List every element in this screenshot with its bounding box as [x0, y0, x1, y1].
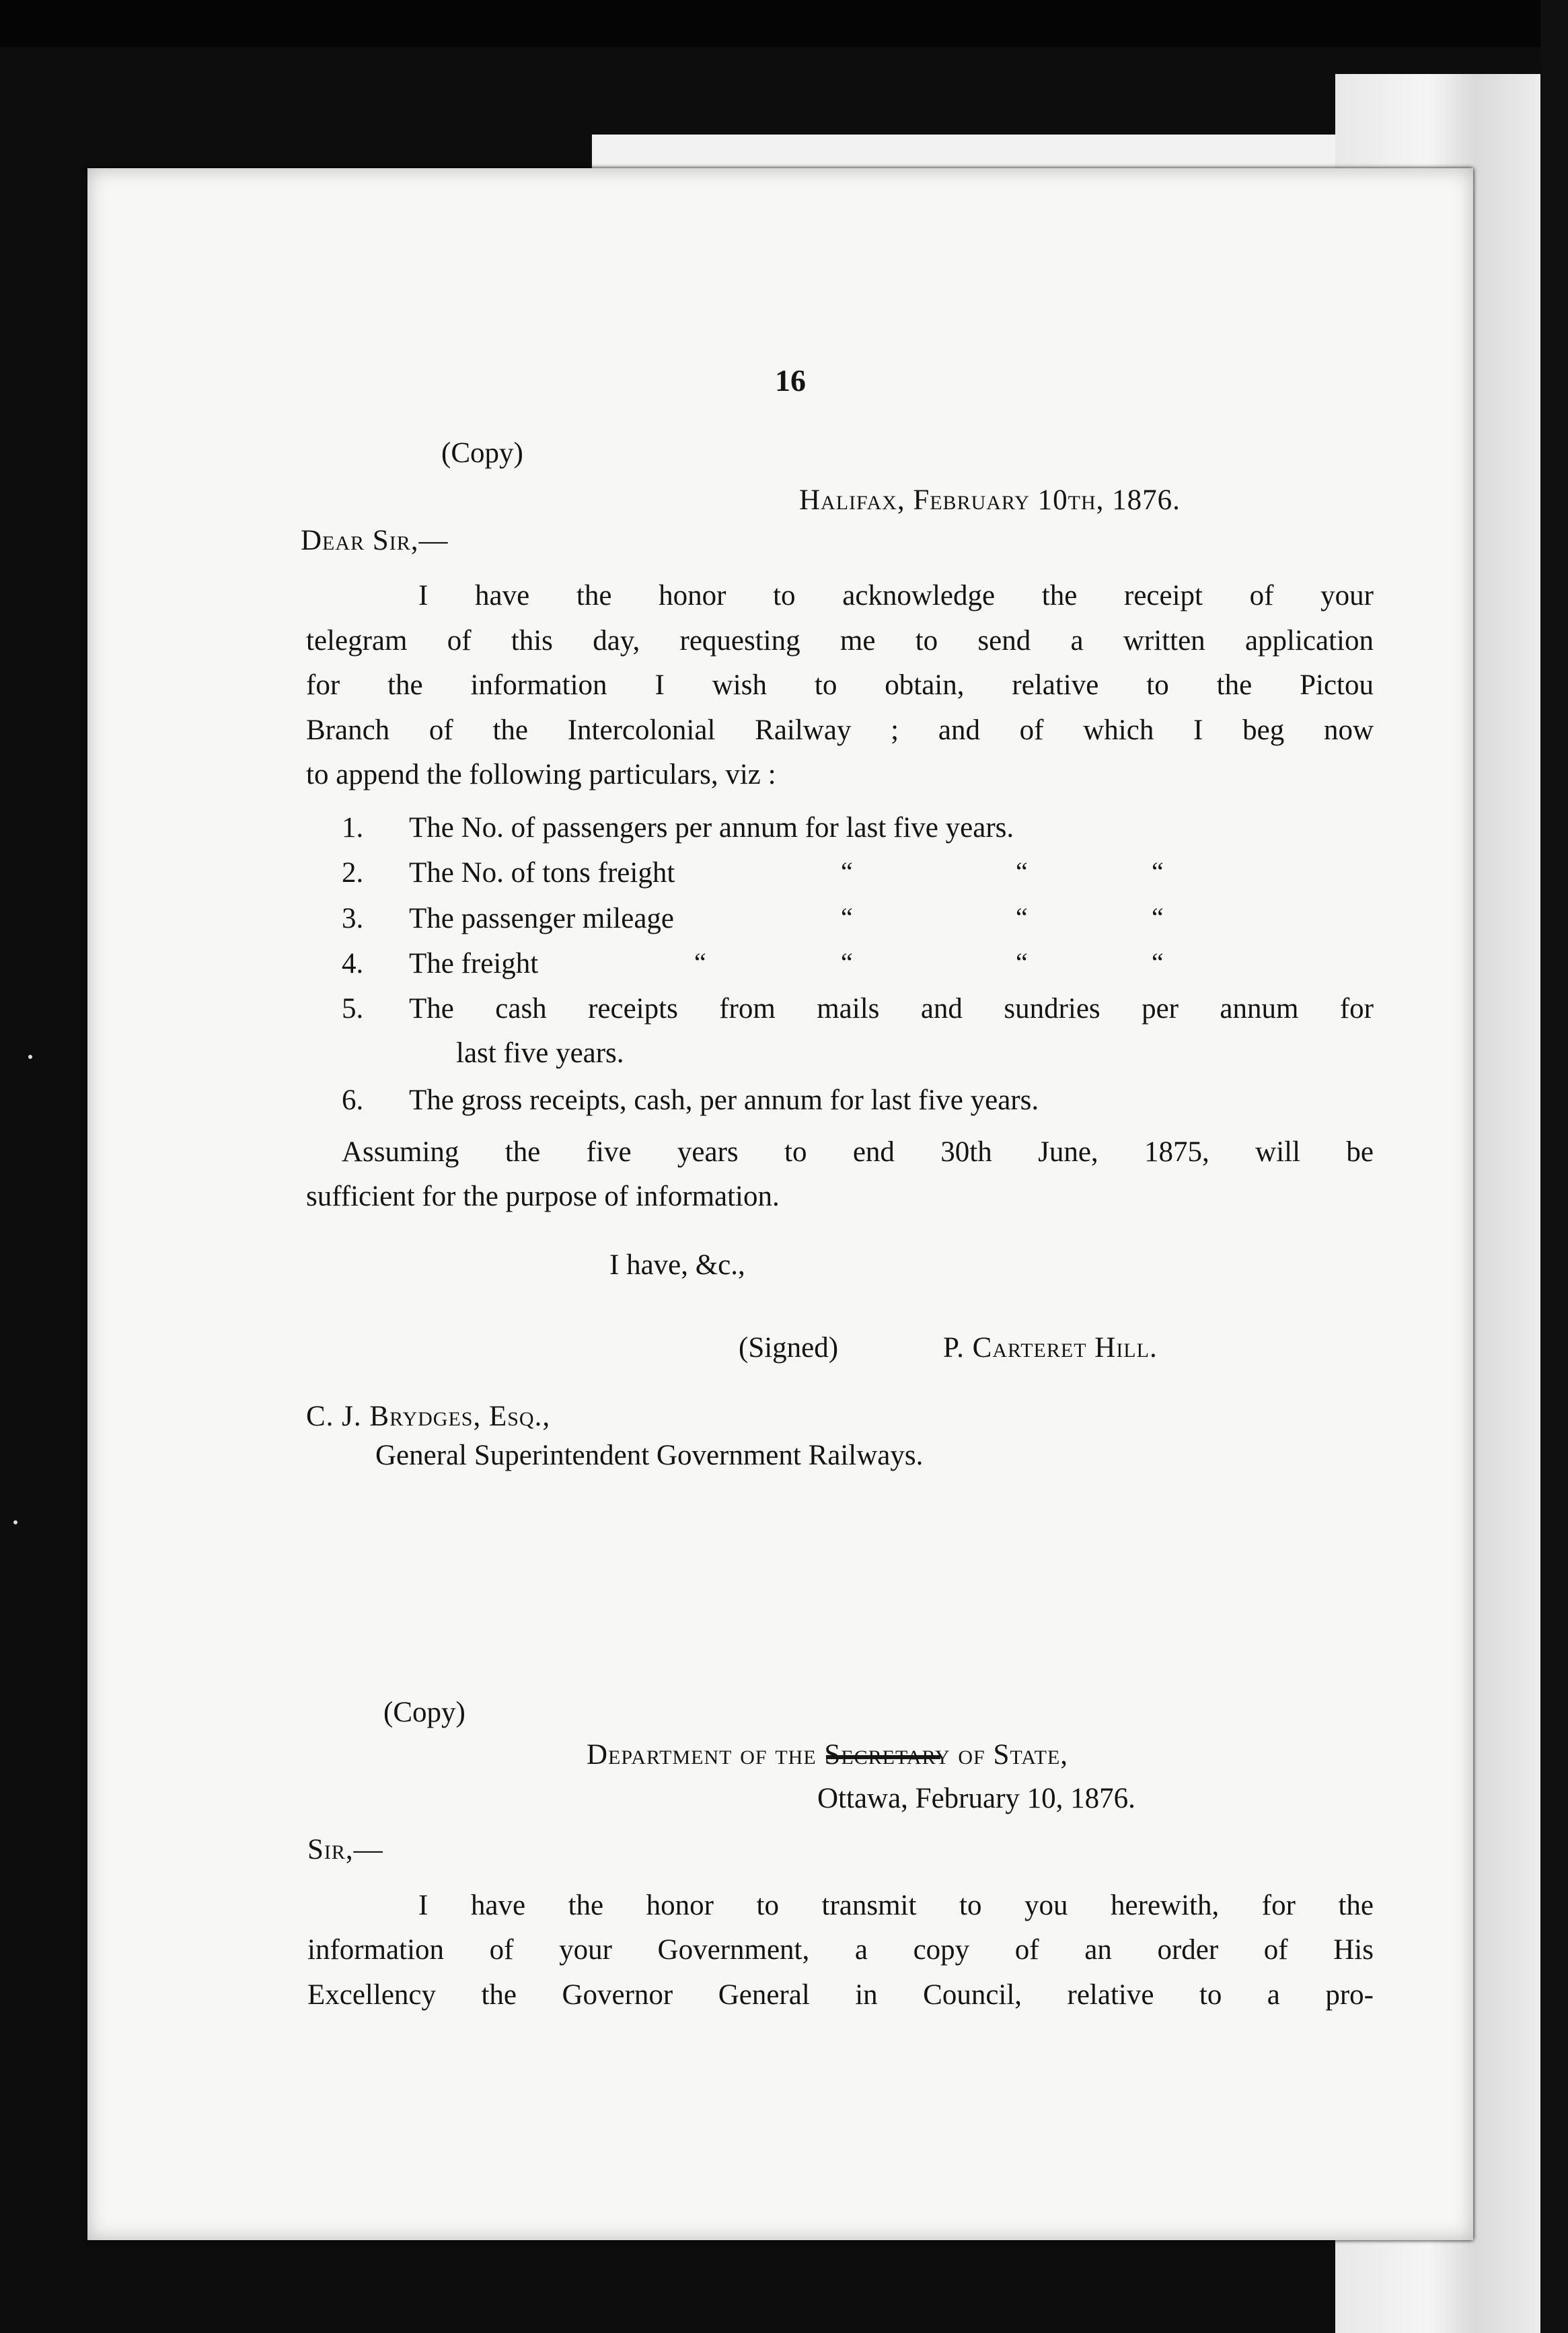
list-item: The No. of passengers per annum for last five years.: [409, 812, 1014, 844]
ditto-mark: “: [841, 856, 853, 887]
ditto-mark: “: [1016, 947, 1028, 977]
scan-background-right: [1540, 0, 1568, 2333]
body-line: information of your Government, a copy of an order of His: [307, 1934, 1374, 1966]
letter-place-date: Halifax, February 10th, 1876.: [799, 484, 1181, 516]
list-item: The passenger mileage: [409, 903, 674, 934]
complimentary-close: I have, &c.,: [609, 1249, 745, 1281]
closing-line: sufficient for the purpose of information.: [306, 1181, 780, 1212]
list-item: The freight: [409, 948, 539, 979]
scan-speck: [13, 1520, 17, 1524]
list-item: The cash receipts from mails and sundries per annum for: [409, 993, 1374, 1025]
list-item-number: 2.: [342, 857, 364, 889]
body-line: I have the honor to acknowledge the receipt of your: [418, 580, 1374, 612]
recipient-title: General Superintendent Government Railways.: [375, 1440, 924, 1471]
ditto-mark: “: [1152, 856, 1164, 887]
body-line: to append the following particulars, viz :: [306, 759, 776, 790]
list-item: The No. of tons freight: [409, 857, 675, 889]
body-line: Excellency the Governor General in Council, relative to a pro-: [307, 1979, 1374, 2011]
page-number: 16: [775, 363, 806, 398]
signed-label: (Signed): [739, 1332, 839, 1364]
body-line: for the information I wish to obtain, relative to the Pictou: [306, 669, 1374, 701]
ditto-mark: “: [841, 947, 853, 977]
copy-label: (Copy): [441, 437, 523, 469]
ditto-mark: “: [841, 902, 853, 932]
document-page: [87, 168, 1473, 2240]
ditto-mark: “: [694, 947, 706, 977]
ditto-mark: “: [1016, 902, 1028, 932]
scan-background-top: [0, 0, 1568, 47]
ditto-mark: “: [1152, 947, 1164, 977]
scan-speck: [28, 1055, 32, 1059]
body-line: Branch of the Intercolonial Railway ; and of which I beg now: [306, 714, 1374, 746]
signer-name: P. Carteret Hill.: [943, 1332, 1158, 1364]
ditto-mark: “: [1016, 856, 1028, 887]
list-item-number: 3.: [342, 903, 364, 934]
body-line: I have the honor to transmit to you herewith, for the: [418, 1890, 1374, 1921]
recipient-name: C. J. Brydges, Esq.,: [306, 1401, 551, 1432]
list-item-number: 1.: [342, 812, 364, 844]
salutation: Sir,—: [307, 1834, 383, 1865]
closing-line: Assuming the five years to end 30th June, 1875, will be: [342, 1136, 1374, 1168]
list-item-number: 5.: [342, 993, 364, 1025]
ditto-mark: “: [1152, 902, 1164, 932]
body-line: telegram of this day, requesting me to send a written application: [306, 625, 1374, 657]
copy-label: (Copy): [383, 1697, 465, 1728]
list-item-number: 6.: [342, 1084, 364, 1116]
department-name: Department of the Secretary of State,: [587, 1739, 1069, 1771]
list-item: The gross receipts, cash, per annum for last five years.: [409, 1084, 1039, 1116]
letter-place-date: Ottawa, February 10, 1876.: [817, 1783, 1135, 1814]
list-item-number: 4.: [342, 948, 364, 979]
list-item-continuation: last five years.: [456, 1037, 624, 1069]
salutation: Dear Sir,—: [301, 525, 449, 556]
